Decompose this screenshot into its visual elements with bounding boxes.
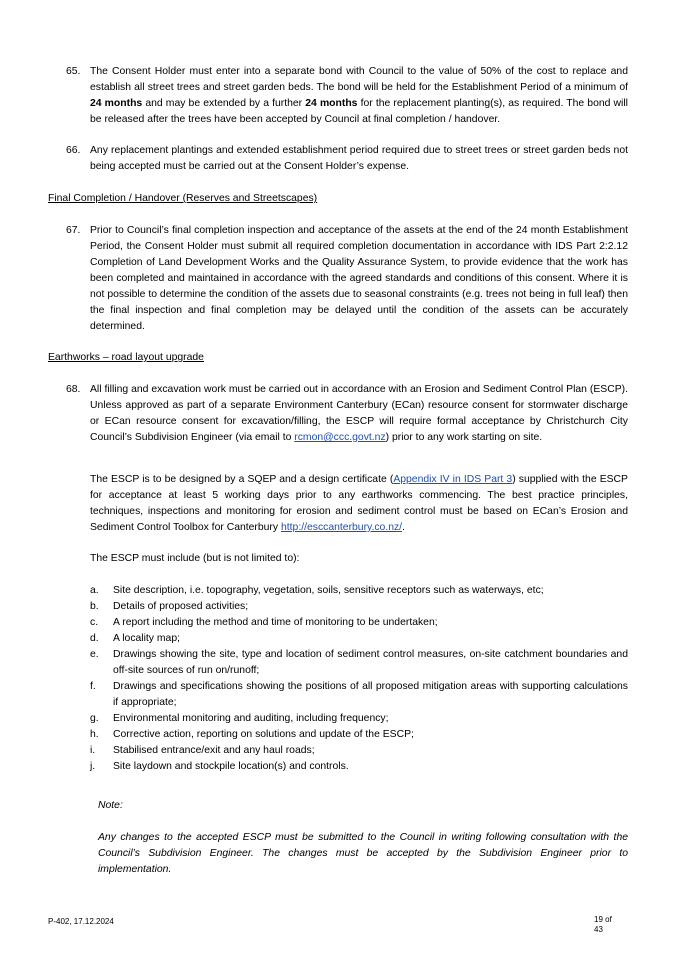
list-letter: e. [90, 649, 99, 660]
condition-number: 65. [66, 66, 81, 77]
list-item-text: Details of proposed activities; [113, 601, 249, 612]
email-link[interactable]: rcmon@ccc.govt.nz [294, 432, 386, 443]
list-letter: a. [90, 585, 99, 596]
appendix-link[interactable]: Appendix IV in IDS Part 3 [393, 474, 513, 485]
escp-requirements-list [90, 583, 628, 775]
condition-number: 67. [66, 225, 81, 236]
condition-number: 68. [66, 384, 81, 395]
note-text: Any changes to the accepted ESCP must be submitted to the Council in writing following consultation with the Council’s Subdivision Engineer. The changes must be accepted by the Subdivision Engineer prior to implementation. [98, 832, 628, 875]
list-item [90, 759, 628, 775]
list-item [90, 583, 628, 599]
section-heading-final-completion: Final Completion / Handover (Reserves and Streetscapes) [48, 193, 318, 204]
list-item [90, 615, 628, 631]
escp-design-paragraph: The ESCP is to be designed by a SQEP and a design certificate (Appendix IV in IDS Part 3) supplied with the ESCP for acceptance at least 5 working days prior to any earthworks commencing. The best practice principles, techniques, inspections and monitoring for erosion and sediment control must be based on ECan’s Erosion and Sediment Control Toolbox for Canterbury http://esccanterbury.co.nz/. [90, 474, 628, 533]
list-item [90, 599, 628, 615]
list-item [90, 727, 628, 743]
list-item [90, 711, 628, 727]
list-item-text: Environmental monitoring and auditing, including frequency; [113, 713, 389, 724]
condition-text: All filling and excavation work must be carried out in accordance with an Erosion and Sediment Control Plan (ESCP). Unless approved as part of a separate Environment Canterbury (ECan) resource consent for stormwater discharge or ECan resource consent for excavation/filling, the ESCP will require formal acceptance by Christchurch City Council’s Subdivision Engineer (via email to rcmon@ccc.govt.nz) prior to any work starting on site. [90, 384, 628, 443]
bold-duration: 24 months [305, 98, 358, 109]
list-item [90, 631, 628, 647]
note-label: Note: [98, 800, 123, 811]
escp-include-intro: The ESCP must include (but is not limited to): [90, 553, 300, 564]
list-item-text: Corrective action, reporting on solutions and update of the ESCP; [113, 729, 414, 740]
page-of-label: 19 of [594, 915, 612, 924]
condition-67 [66, 223, 628, 335]
list-letter: h. [90, 729, 99, 740]
list-item [90, 679, 628, 711]
list-letter: b. [90, 601, 99, 612]
footer-reference: P-402, 17.12.2024 [48, 917, 114, 926]
condition-text: Any replacement plantings and extended establishment period required due to street trees or street garden beds not being accepted must be carried out at the Consent Holder’s expense. [90, 145, 628, 172]
list-item [90, 743, 628, 759]
list-item-text: Site description, i.e. topography, vegetation, soils, sensitive receptors such as waterways, etc; [113, 585, 544, 596]
list-item-text: A report including the method and time of monitoring to be undertaken; [113, 617, 438, 628]
toolbox-url-link[interactable]: http://esccanterbury.co.nz/ [280, 522, 403, 533]
list-item-text: Drawings showing the site, type and location of sediment control measures, on-site catchment boundaries and off-site sources of run on/runoff; [113, 649, 628, 676]
condition-66 [66, 143, 628, 175]
footer-page-number [594, 915, 624, 935]
list-letter: j. [90, 761, 96, 772]
condition-number: 66. [66, 145, 81, 156]
list-item-text: A locality map; [113, 633, 180, 644]
condition-65 [66, 64, 628, 128]
list-item [90, 647, 628, 679]
section-heading-earthworks: Earthworks – road layout upgrade [48, 352, 204, 363]
bold-duration: 24 months [90, 98, 143, 109]
list-letter: c. [90, 617, 99, 628]
page-total: 43 [594, 925, 603, 934]
list-item-text: Site laydown and stockpile location(s) and controls. [113, 761, 349, 772]
condition-text: Prior to Council’s final completion inspection and acceptance of the assets at the end of the 24 month Establishment Period, the Consent Holder must submit all required completion documentation in accordance with IDS Part 2:2.12 Completion of Land Development Works and the Quality Assurance System, to provide evidence that the work has been completed and maintained in accordance with the agreed standards and conditions of this consent. Where it is not possible to determine the condition of the assets due to seasonal constraints (e.g. trees not being in full leaf) then the final inspection and final completion may be delayed until the condition of the assets can be accurately determined. [90, 225, 628, 332]
list-item-text: Drawings and specifications showing the positions of all proposed mitigation areas with supporting calculations if appropriate; [113, 681, 628, 708]
list-letter: i. [90, 745, 96, 756]
condition-text: The Consent Holder must enter into a separate bond with Council to the value of 50% of the cost to replace and establish all street trees and street garden beds. The bond will be held for the Establishment Period of a minimum of 24 months and may be extended by a further 24 months for the replacement planting(s), as required. The bond will be released after the trees have been accepted by Council at final completion / handover. [90, 66, 628, 125]
condition-68 [66, 382, 628, 446]
list-letter: d. [90, 633, 99, 644]
list-item-text: Stabilised entrance/exit and any haul roads; [113, 745, 315, 756]
list-letter: g. [90, 713, 99, 724]
list-letter: f. [90, 681, 96, 692]
